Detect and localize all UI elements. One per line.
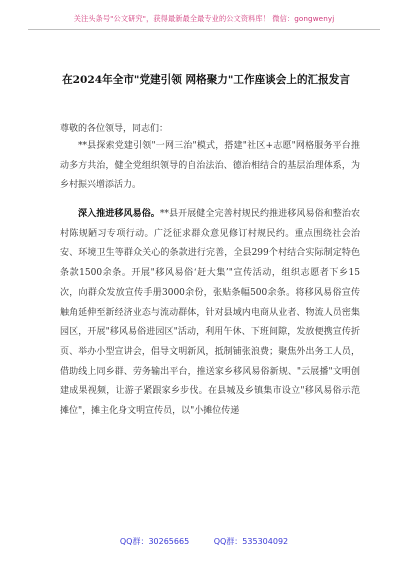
footer-qq-groups <box>0 536 408 547</box>
qq-group-2: QQ群：535304092 <box>213 537 289 546</box>
header-banner: 关注头条号"公文研究"，获得最新最全最专业的公文资料库！ 微信：gongwenyj <box>73 14 335 23</box>
qq-group-1: QQ群：30265665 <box>119 537 190 546</box>
section-heading: 深入推进移风易俗。 <box>78 209 160 219</box>
document-title: 在2024年全市"党建引领 网格聚力"工作座谈会上的汇报发言 <box>62 74 350 86</box>
header-divider <box>28 29 380 30</box>
section-body: **县开展健全完善村规民约推进移风易俗和整治农村陈规陋习专项行动。广泛征求群众意见修订村规民约。重点围绕社会治安、环境卫生等群众关心的条款进行完善，全县299个村结合实际制定特色条款1500余条。开展"移风易俗‘赶大集’"宣传活动，组织志愿者下乡15次，向群众发放宣传手册3000余份，张贴条幅500余条。将移风易俗宣传触角延伸至新经济业态与流动群体，针对县域内电商从业者、物流人员密集园区，开展"移风易俗进园区"活动，利用午休、下班间隙，发放便携宣传折页、举办小型宣讲会，倡导文明新风，抵制铺张浪费；聚焦外出务工人员，借助线上同乡群、劳务输出平台，推送家乡移风易俗新规、"云展播"文明创建成果视频，让游子紧跟家乡步伐。在县城及乡镇集市设立"移风易俗示范摊位"，摊主化身文明宣传员，以"小摊位传递 <box>60 209 360 417</box>
salutation: 尊敬的各位领导，同志们： <box>60 124 169 134</box>
intro-paragraph: **县探索党建引领"一网三治"模式，搭建"社区+志愿"网格服务平台推动多方共治，健全党组织领导的自治法治、德治相结合的基层治理体系，为乡村振兴增添活力。 <box>60 141 360 191</box>
section-paragraph <box>60 205 360 422</box>
